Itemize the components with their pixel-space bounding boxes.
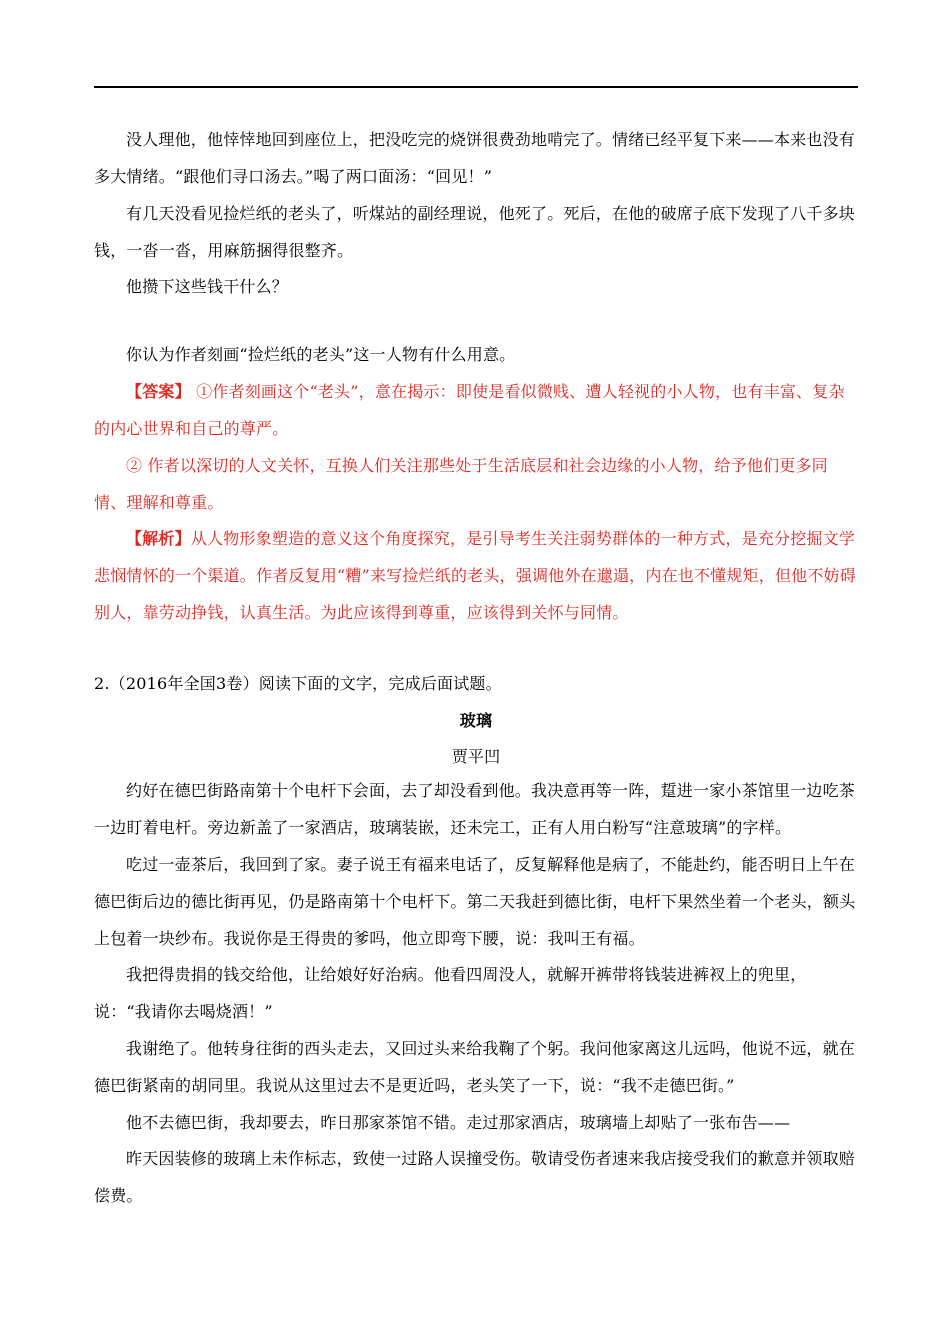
analysis-text: 从人物形象塑造的意义这个角度探究，是引导考生关注弱势群体的一种方式，是充分挖掘文学悲悯情怀的一个渠道。作者反复用“糟”来写捡烂纸的老头，强调他外在邋遢，内在也不懂规矩，但他不妨碍别人，靠劳动挣钱，认真生活。为此应该得到尊重，应该得到关怀与同情。: [94, 529, 856, 622]
answer-item-1-text: ①作者刻画这个“老头”，意在揭示：即使是看似微贱、遭人轻视的小人物，也有丰富、复杂的内心世界和自己的尊严。: [94, 382, 845, 438]
article-author: 贾平凹: [451, 747, 501, 766]
story-paragraph-2: 有几天没看见捡烂纸的老头了，听煤站的副经理说，他死了。死后，在他的破席子底下发现了八千多块钱，一沓一沓，用麻筋捆得很整齐。: [94, 204, 856, 260]
answer-item-2: ② 作者以深切的人文关怀，互换人们关注那些处于生活底层和社会边缘的小人物，给予他们更多同情、理解和尊重。: [94, 456, 828, 512]
answer-label: 【答案】: [126, 382, 191, 401]
analysis-label: 【解析】: [126, 529, 191, 548]
story-paragraph-1: 没人理他，他悻悻地回到座位上，把没吃完的烧饼很费劲地啃完了。情绪已经平复下来——本来也没有多大情绪。“跟他们寻口汤去。”喝了两口面汤：“回见！”: [94, 130, 856, 186]
header-rule: [94, 86, 858, 88]
answer-item-1: [94, 373, 858, 447]
question-2-header: 2.（2016年全国3卷）阅读下面的文字，完成后面试题。: [94, 674, 502, 693]
story-paragraph-3: 他攒下这些钱干什么？: [126, 277, 289, 296]
question-text: 你认为作者刻画“捡烂纸的老头”这一人物有什么用意。: [126, 345, 516, 364]
article-paragraph-1: 约好在德巴街路南第十个电杆下会面，去了却没看到他。我决意再等一阵，踅进一家小茶馆里一边吃茶一边盯着电杆。旁边新盖了一家酒店，玻璃装嵌，还未完工，正有人用白粉写“注意玻璃”的字样。: [94, 781, 856, 837]
article-paragraph-2: 吃过一壶茶后，我回到了家。妻子说王有福来电话了，反复解释他是病了，不能赴约，能否明日上午在德巴街后边的德比街再见，仍是路南第十个电杆下。第二天我赶到德比街，电杆下果然坐着一个老头，额头上包着一块纱布。我说你是王得贵的爹吗，他立即弯下腰，说：我叫王有福。: [94, 855, 856, 948]
article-paragraph-6: 昨天因装修的玻璃上未作标志，致使一过路人误撞受伤。敬请受伤者速来我店接受我们的歉意并领取赔偿费。: [94, 1149, 856, 1205]
analysis-paragraph: [94, 520, 858, 631]
article-title: 玻璃: [459, 711, 493, 730]
article-paragraph-5: 他不去德巴街，我却要去，昨日那家茶馆不错。走过那家酒店，玻璃墙上却贴了一张布告——: [126, 1113, 791, 1132]
article-paragraph-3: 我把得贵捐的钱交给他，让给娘好好治病。他看四周没人，就解开裤带将钱装进裤衩上的兜里，说：“我请你去喝烧酒！”: [94, 965, 807, 1021]
article-paragraph-4: 我谢绝了。他转身往街的西头走去，又回过头来给我鞠了个躬。我问他家离这儿远吗，他说不远，就在德巴街紧南的胡同里。我说从这里过去不是更近吗，老头笑了一下，说：“我不走德巴街。”: [94, 1039, 856, 1095]
